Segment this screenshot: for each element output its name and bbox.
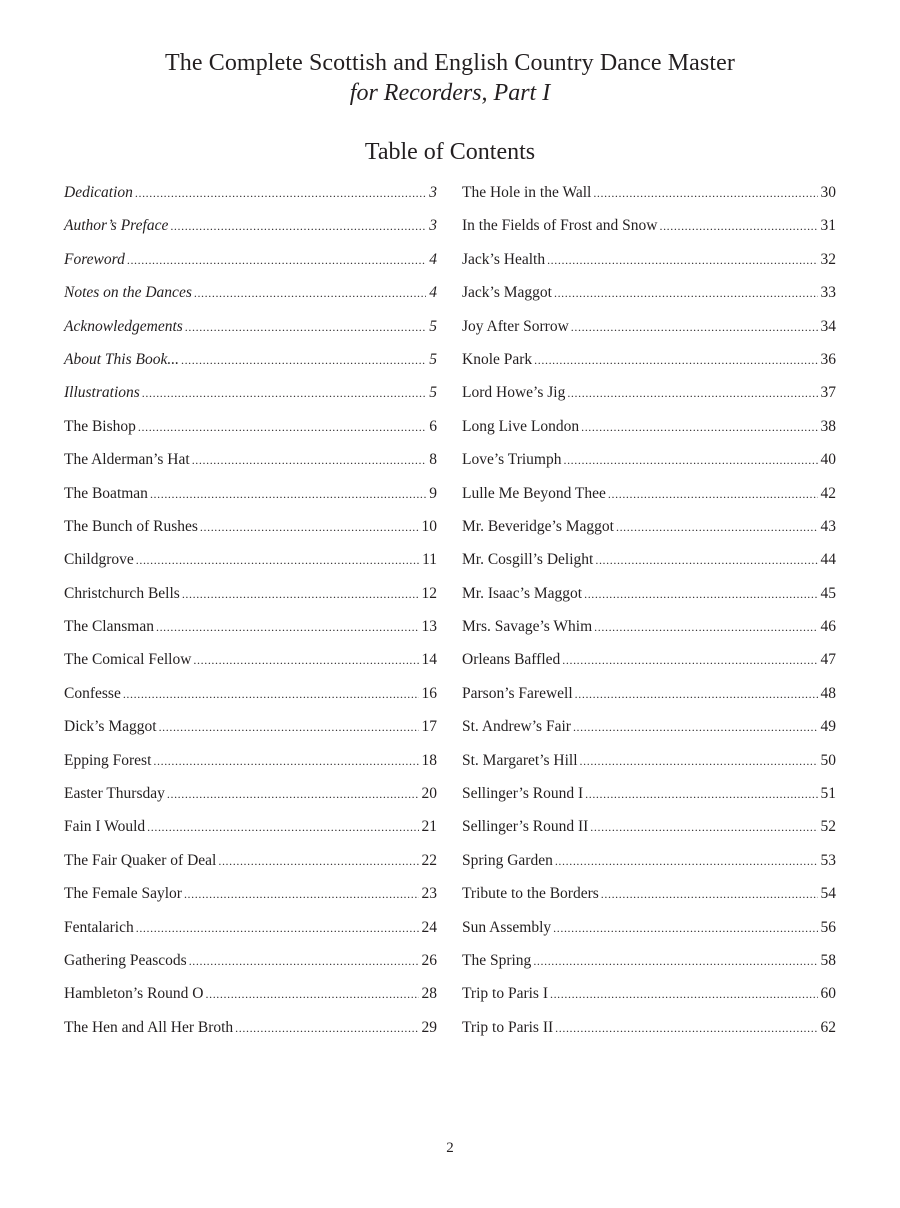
toc-entry: [64, 443, 437, 476]
dot-leader: [590, 811, 817, 844]
toc-entry-page: 52: [820, 818, 836, 836]
toc-entry-title: The Bishop: [64, 417, 136, 435]
dot-leader: [550, 978, 818, 1011]
dot-leader: [571, 311, 818, 344]
dot-leader: [595, 544, 817, 577]
toc-entry: [64, 343, 437, 376]
toc-entry: [462, 376, 836, 409]
toc-entry-title: In the Fields of Frost and Snow: [462, 217, 658, 235]
toc-entry-title: Hambleton’s Round O: [64, 985, 204, 1003]
toc-entry-page: 36: [820, 350, 836, 368]
toc-entry-title: Trip to Paris II: [462, 1018, 554, 1036]
toc-entry-page: 12: [421, 584, 437, 602]
toc-entry: [462, 209, 836, 242]
page-number: 2: [446, 1140, 454, 1156]
toc-entry: [64, 376, 437, 409]
toc-entry: [462, 243, 836, 276]
toc-entry-title: The Bunch of Rushes: [64, 517, 198, 535]
dot-leader: [156, 611, 419, 644]
toc-entry-title: Illustrations: [64, 384, 140, 402]
toc-entry-page: 46: [820, 618, 836, 636]
toc-entry-title: Christchurch Bells: [64, 584, 180, 602]
toc-entry-page: 50: [820, 751, 836, 769]
toc-entry-title: About This Book...: [64, 350, 179, 368]
dot-leader: [147, 811, 418, 844]
toc-entry-page: 24: [421, 918, 437, 936]
toc-entry: [64, 977, 437, 1010]
toc-entry-page: 54: [820, 885, 836, 903]
toc-entry: [64, 276, 437, 309]
toc-entry: [64, 877, 437, 910]
toc-entry-title: Orleans Baffled: [462, 651, 561, 669]
toc-entry: [462, 543, 836, 576]
toc-entry-page: 5: [429, 384, 437, 402]
toc-entry: [64, 577, 437, 610]
toc-left-column: [64, 176, 437, 1044]
toc-entry-page: 37: [820, 384, 836, 402]
toc-entry-title: Easter Thursday: [64, 785, 165, 803]
dot-leader: [581, 411, 817, 444]
dot-leader: [185, 311, 426, 344]
toc-entry-title: Childgrove: [64, 551, 134, 569]
toc-entry: [64, 1011, 437, 1044]
toc-entry-title: Confesse: [64, 684, 121, 702]
toc-entry-title: The Alderman’s Hat: [64, 451, 190, 469]
toc-entry: [64, 410, 437, 443]
toc-entry: [64, 543, 437, 576]
toc-entry-page: 29: [421, 1018, 437, 1036]
toc-heading: Table of Contents: [364, 139, 536, 165]
toc-entry: [64, 243, 437, 276]
dot-leader: [123, 678, 419, 711]
toc-entry: [462, 310, 836, 343]
toc-entry-title: The Boatman: [64, 484, 148, 502]
toc-entry: [462, 977, 836, 1010]
dot-leader: [563, 444, 817, 477]
toc-entry-title: Acknowledgements: [64, 317, 183, 335]
toc-entry: [462, 343, 836, 376]
toc-entry-page: 34: [820, 317, 836, 335]
dot-leader: [142, 377, 426, 410]
toc-entry-title: Dedication: [64, 184, 133, 201]
toc-entry-title: The Hole in the Wall: [462, 184, 592, 201]
toc-entry-title: Mrs. Savage’s Whim: [462, 618, 593, 636]
toc-entry-page: 5: [429, 317, 437, 335]
toc-entry-title: Mr. Cosgill’s Delight: [462, 551, 594, 569]
toc-entry-title: St. Margaret’s Hill: [462, 751, 578, 769]
toc-entry-title: The Fair Quaker of Deal: [64, 851, 217, 869]
toc-entry-title: Notes on the Dances: [64, 284, 192, 302]
toc-entry: [64, 510, 437, 543]
toc-entry-title: The Hen and All Her Broth: [64, 1018, 234, 1036]
toc-entry: [462, 276, 836, 309]
toc-entry: [462, 477, 836, 510]
toc-entry: [64, 477, 437, 510]
toc-entry: [64, 610, 437, 643]
dot-leader: [189, 945, 419, 978]
toc-entry-title: Parson’s Farewell: [462, 684, 573, 702]
toc-entry: [462, 744, 836, 777]
toc-entry: [64, 209, 437, 242]
dot-leader: [159, 711, 419, 744]
toc-entry-title: The Comical Fellow: [64, 651, 192, 669]
toc-entry-title: St. Andrew’s Fair: [462, 718, 571, 736]
dot-leader: [533, 945, 817, 978]
toc-entry: [462, 810, 836, 843]
toc-entry: [462, 610, 836, 643]
dot-leader: [594, 611, 817, 644]
toc-entry: [64, 744, 437, 777]
toc-entry-title: Jack’s Maggot: [462, 284, 552, 302]
dot-leader: [601, 878, 818, 911]
dot-leader: [534, 344, 817, 377]
toc-entry-title: Dick’s Maggot: [64, 718, 157, 736]
toc-entry-page: 48: [820, 684, 836, 702]
dot-leader: [567, 377, 817, 410]
toc-entry: [64, 310, 437, 343]
toc-entry-page: 4: [429, 284, 437, 302]
toc-entry: [462, 877, 836, 910]
toc-entry-page: 51: [820, 785, 836, 803]
toc-entry-title: Lulle Me Beyond Thee: [462, 484, 606, 502]
toc-entry-title: Epping Forest: [64, 751, 152, 769]
dot-leader: [547, 244, 817, 277]
toc-entry-page: 49: [820, 718, 836, 736]
toc-entry: [462, 443, 836, 476]
toc-entry: [462, 777, 836, 810]
toc-entry-title: Jack’s Health: [462, 250, 546, 268]
toc-entry: [64, 844, 437, 877]
toc-entry-page: 3: [429, 217, 437, 235]
toc-entry-page: 3: [429, 184, 437, 201]
toc-entry-page: 56: [820, 918, 836, 936]
toc-entry-title: Long Live London: [462, 417, 580, 435]
dot-leader: [580, 745, 818, 778]
toc-entry-title: Lord Howe’s Jig: [462, 384, 566, 402]
dot-leader: [584, 578, 817, 611]
toc-entry-page: 11: [422, 551, 437, 569]
toc-entry-page: 10: [421, 517, 437, 535]
toc-entry-page: 8: [429, 451, 437, 469]
toc-entry-page: 20: [421, 785, 437, 803]
toc-entry: [64, 777, 437, 810]
toc-entry: [462, 410, 836, 443]
toc-entry-title: Mr. Beveridge’s Maggot: [462, 517, 614, 535]
toc-entry-page: 38: [820, 417, 836, 435]
toc-entry-title: Love’s Triumph: [462, 451, 562, 469]
toc-entry-page: 9: [429, 484, 437, 502]
toc-entry-page: 40: [820, 451, 836, 469]
toc-entry: [462, 577, 836, 610]
toc-entry: [462, 677, 836, 710]
toc-entry: [64, 710, 437, 743]
toc-entry-title: Knole Park: [462, 350, 533, 368]
dot-leader: [562, 644, 817, 677]
toc-entry-page: 53: [820, 851, 836, 869]
toc-entry-page: 30: [820, 184, 836, 201]
dot-leader: [573, 711, 818, 744]
toc-entry-page: 4: [429, 250, 437, 268]
dot-leader: [167, 778, 419, 811]
toc-entry: [462, 710, 836, 743]
toc-entry-title: The Spring: [462, 951, 532, 969]
dot-leader: [200, 511, 419, 544]
dot-leader: [170, 210, 426, 243]
toc-entry-page: 26: [421, 951, 437, 969]
toc-entry-page: 5: [429, 350, 437, 368]
dot-leader: [136, 544, 419, 577]
dot-leader: [194, 277, 426, 310]
book-title-block: [0, 48, 900, 108]
toc-entry: [462, 510, 836, 543]
toc-entry: [64, 911, 437, 944]
dot-leader: [555, 1012, 817, 1045]
book-title: The Complete Scottish and English Country Dance Master: [165, 50, 735, 76]
dot-leader: [593, 177, 817, 210]
toc-entry-title: Trip to Paris I: [462, 985, 548, 1003]
dot-leader: [585, 778, 817, 811]
dot-leader: [153, 745, 418, 778]
toc-entry: [64, 677, 437, 710]
dot-leader: [553, 912, 817, 945]
toc-entry-title: Spring Garden: [462, 851, 553, 869]
toc-entry-title: Mr. Isaac’s Maggot: [462, 584, 583, 602]
toc-entry-page: 60: [820, 985, 836, 1003]
toc-entry-title: Foreword: [64, 250, 125, 268]
toc-entry-page: 43: [820, 517, 836, 535]
toc-entry-page: 32: [820, 250, 836, 268]
dot-leader: [206, 978, 419, 1011]
toc-entry-title: Joy After Sorrow: [462, 317, 569, 335]
dot-leader: [659, 210, 817, 243]
toc-entry: [462, 643, 836, 676]
dot-leader: [138, 411, 426, 444]
toc-entry-page: 28: [421, 985, 437, 1003]
toc-entry-title: The Clansman: [64, 618, 154, 636]
toc-entry-title: Sellinger’s Round I: [462, 785, 584, 803]
toc-entry-title: The Female Saylor: [64, 885, 182, 903]
toc-entry-title: Sun Assembly: [462, 918, 552, 936]
toc-entry-title: Tribute to the Borders: [462, 885, 599, 903]
toc-entry-page: 16: [421, 684, 437, 702]
dot-leader: [616, 511, 818, 544]
book-subtitle: for Recorders, Part I: [349, 80, 551, 106]
toc-entry-page: 62: [820, 1018, 836, 1036]
toc-entry-page: 58: [820, 951, 836, 969]
toc-entry-page: 42: [820, 484, 836, 502]
toc-entry-page: 14: [421, 651, 437, 669]
toc-entry: [64, 176, 437, 209]
dot-leader: [554, 277, 818, 310]
dot-leader: [235, 1012, 418, 1045]
toc-entry: [64, 810, 437, 843]
dot-leader: [555, 845, 818, 878]
toc-entry-page: 18: [421, 751, 437, 769]
toc-entry-title: Author’s Preface: [64, 217, 169, 235]
toc-entry-title: Fain I Would: [64, 818, 146, 836]
toc-entry: [462, 844, 836, 877]
toc-entry-title: Sellinger’s Round II: [462, 818, 589, 836]
toc-entry-page: 23: [421, 885, 437, 903]
toc-entry-page: 47: [820, 651, 836, 669]
dot-leader: [575, 678, 818, 711]
dot-leader: [150, 478, 426, 511]
toc-entry-page: 44: [820, 551, 836, 569]
toc-entry-page: 6: [429, 417, 437, 435]
dot-leader: [181, 344, 426, 377]
dot-leader: [182, 578, 419, 611]
dot-leader: [127, 244, 426, 277]
toc-entry-page: 22: [421, 851, 437, 869]
dot-leader: [218, 845, 418, 878]
toc-entry-title: Gathering Peascods: [64, 951, 187, 969]
dot-leader: [135, 177, 426, 210]
dot-leader: [193, 644, 418, 677]
dot-leader: [192, 444, 427, 477]
dot-leader: [136, 912, 419, 945]
dot-leader: [184, 878, 419, 911]
toc-entry-title: Fentalarich: [64, 918, 134, 936]
toc-entry-page: 21: [421, 818, 437, 836]
toc-entry-page: 45: [820, 584, 836, 602]
toc-entry-page: 31: [820, 217, 836, 235]
toc-entry: [462, 911, 836, 944]
toc-entry: [64, 944, 437, 977]
dot-leader: [608, 478, 818, 511]
toc-entry-page: 33: [820, 284, 836, 302]
toc-entry: [64, 643, 437, 676]
toc-entry: [462, 1011, 836, 1044]
toc-entry: [462, 944, 836, 977]
toc-entry-page: 13: [421, 618, 437, 636]
toc-right-column: [462, 176, 836, 1044]
toc-entry-page: 17: [421, 718, 437, 736]
toc-entry: [462, 176, 836, 209]
